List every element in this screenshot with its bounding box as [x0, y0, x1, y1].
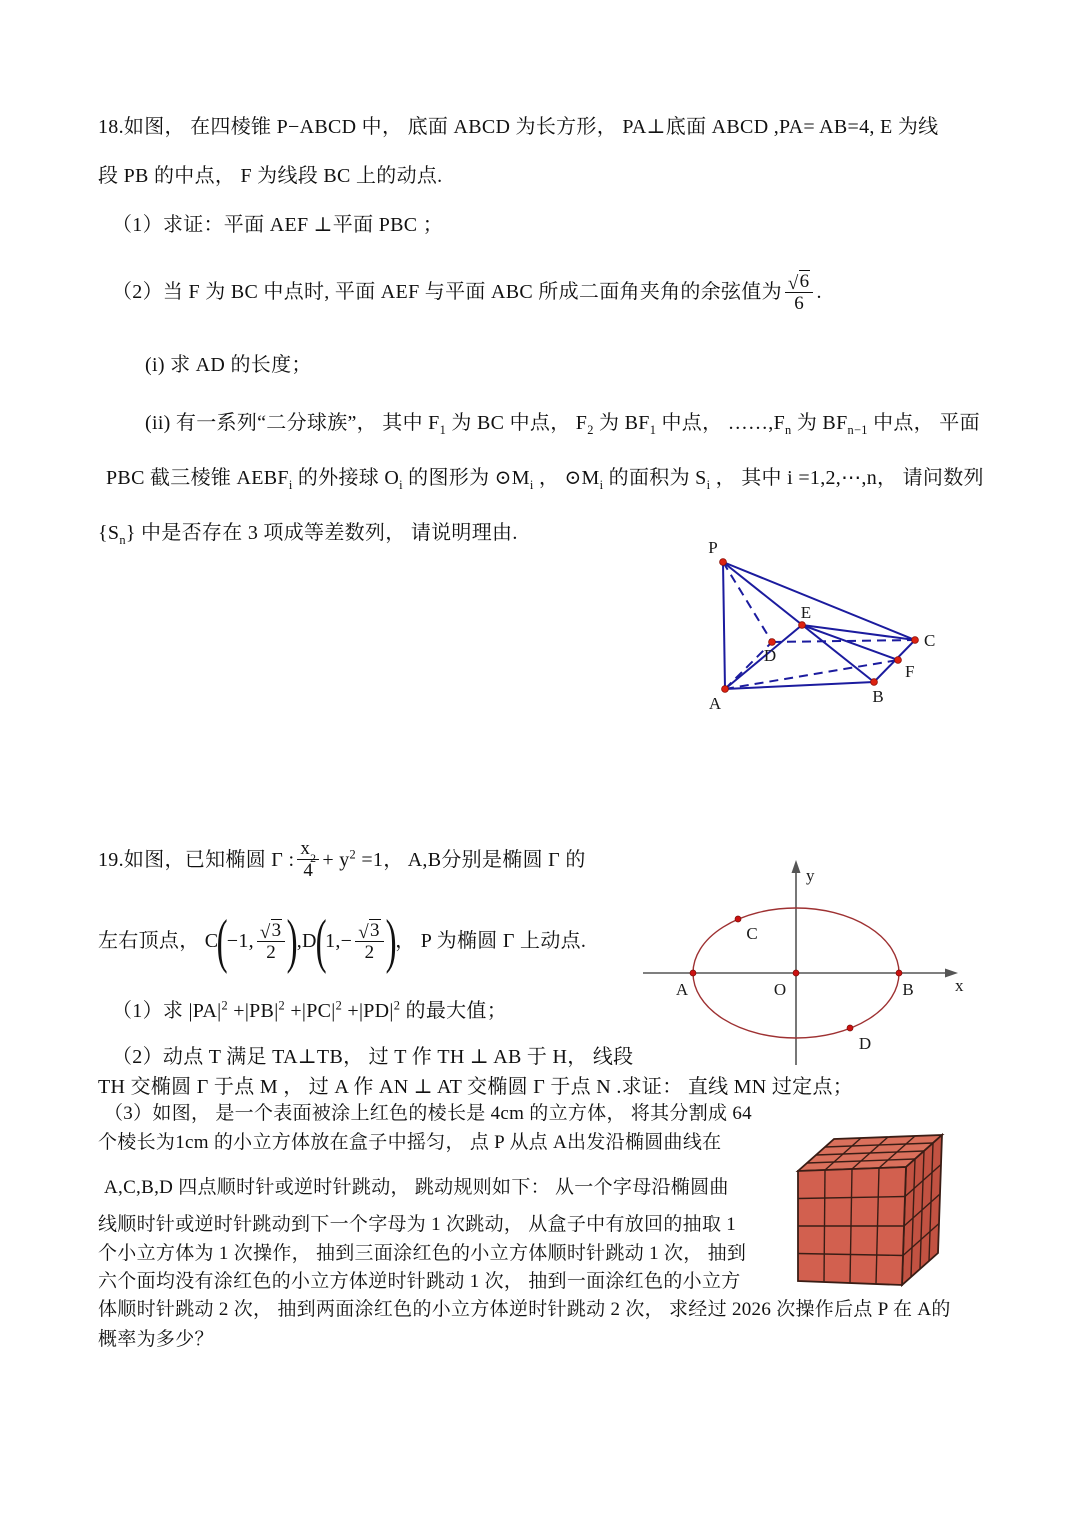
p18-line6: (ii) 有一系列“二分球族”， 其中 $F_1$ 为 BC 中点， $F_2$ 为 $BF_1$ 中点， $\dots\dots,F_n$ 为 $BF_{n-1}$ 中点， 平面 [145, 412, 980, 437]
p19-line8: A,C,B,D 四点顺时针或逆时针跳动， 跳动规则如下： 从一个字母沿椭圆曲 [104, 1177, 729, 1198]
pyramid-figure [655, 535, 1005, 720]
p19-line2-pre: 左右顶点， C [98, 930, 219, 952]
p19-line3: （1）求 $|PA|^2 +|PB|^2 +|PC|^2 +|PD|^2$ 的最大值； [112, 998, 508, 1022]
radicand: 3 [271, 919, 282, 941]
vertex-label-F: F [905, 662, 915, 681]
vertex-label-B: B [872, 687, 884, 706]
denominator: 6 [785, 292, 814, 314]
p19-line12: 体顺时针跳动 2 次， 抽到两面涂红色的小立方体逆时针跳动 2 次， 求经过 2026 次操作后点 P 在 A的 [98, 1299, 951, 1320]
p18-line3: （1）求证：平面 AEF ⊥平面 PBC ； [112, 214, 443, 236]
p18-line4-period: . [816, 281, 822, 304]
sqrt3-over-2-fraction-c [257, 919, 286, 964]
y-axis-arrowhead [792, 860, 801, 873]
point-D-x: 1,− [325, 930, 353, 952]
p19-line9: 线顺时针或逆时针跳动到下一个字母为 1 次跳动， 从盒子中有放回的抽取 1 [98, 1214, 737, 1235]
numerator: x 2 [300, 838, 317, 866]
p19-line13: 概率为多少？ [98, 1329, 214, 1350]
p19-line6: （3）如图， 是一个表面被涂上红色的棱长是 4cm 的立方体， 将其分割成 64 [104, 1103, 752, 1124]
origin-label: O [773, 980, 787, 999]
point-label-B: B [902, 980, 914, 999]
axis-label-y: y [806, 866, 815, 885]
coordinate-axes [643, 868, 950, 1065]
vertex-label-C: C [924, 631, 936, 650]
p19-line11: 六个面均没有涂红色的小立方体逆时针跳动 1 次， 抽到一面涂红色的小立方 [98, 1271, 741, 1292]
point-label-C: C [746, 924, 758, 943]
painted-cube-figure [788, 1123, 958, 1298]
point-label-A: A [675, 980, 689, 999]
pyramid-solid-edges [723, 562, 915, 689]
p19-line10: 个小立方体为 1 次操作， 抽到三面涂红色的小立方体顺时针跳动 1 次， 抽到 [98, 1243, 747, 1264]
radicand: 3 [370, 919, 380, 941]
p19-line1-pre: 19.如图，已知椭圆 Γ : [98, 848, 295, 871]
vertex-label-D: D [763, 646, 777, 665]
p18-line4-text: （2）当 F 为 BC 中点时, 平面 AEF 与平面 ABC 所成二面角夹角的余弦值为 [112, 281, 782, 304]
denominator: 2 [355, 941, 384, 963]
vertex-label-A: A [708, 694, 722, 713]
p19-line7: 个棱长为1cm 的小立方体放在盒子中摇匀， 点 P 从点 A出发沿椭圆曲线在 [98, 1132, 722, 1153]
radical-sign: √ [358, 921, 369, 943]
p19-line2: 左右顶点， C ( −1, √ 3 2 ) ,D ( 1,− √ 3 2 ) ， P 为椭圆 Γ 上动点. [98, 908, 587, 974]
vertex-label-E: E [800, 603, 812, 622]
p19-line1 [98, 838, 586, 882]
radicand: 6 [799, 271, 810, 292]
vertex-label-P: P [708, 538, 718, 557]
denominator: 2 [257, 941, 286, 963]
ellipse-figure [618, 843, 988, 1078]
p18-line5: (i) 求 AD 的长度； [145, 354, 312, 376]
p19-line4: （2）动点 T 满足 TA⊥TB， 过 T 作 TH ⊥ AB 于 H， 线段 [112, 1046, 634, 1068]
p19-line2-mid: ,D [296, 930, 317, 952]
sqrt3-over-2-fraction-d [355, 919, 384, 964]
sqrt6-over-6-fraction [785, 270, 814, 315]
denominator: 4 [297, 859, 319, 881]
p19-line1-post: + $y^2 =1$， A,B分别是椭圆 Γ 的 [322, 847, 586, 871]
radical-sign: √ [259, 921, 271, 943]
p18-line7: PBC 截三棱锥 $AEBF_i$ 的外接球 $O_i$ 的图形为 $⊙M_i$ ， $⊙M_i$ 的面积为 $S_i$ ， 其中 i =1,2,⋯,n， 请问数列 [106, 467, 984, 492]
x2-over-4-fraction [297, 838, 319, 882]
ellipse-labels [676, 866, 964, 1053]
point-C-x: −1, [226, 930, 254, 952]
p18-line2: 段 PB 的中点， F 为线段 BC 上的动点. [98, 165, 443, 187]
cube-front-face [798, 1167, 906, 1285]
p18-line8: $\{S_n\}$ 中是否存在 3 项成等差数列， 请说明理由. [98, 522, 518, 547]
p19-line5: TH 交椭圆 Γ 于点 M ， 过 A 作 AN ⊥ AT 交椭圆 Γ 于点 N .求证： 直线 MN 过定点； [98, 1076, 854, 1098]
axis-label-x: x [955, 976, 964, 995]
p18-line4 [112, 270, 822, 315]
p18-line1: 18.如图， 在四棱锥 P−ABCD 中， 底面 ABCD 为长方形， PA⊥底面 ABCD ,PA= AB=4, E 为线 [98, 116, 939, 138]
point-label-D: D [858, 1034, 872, 1053]
p19-line2-post: ， P 为椭圆 Γ 上动点. [395, 930, 587, 952]
radical-sign: √ [787, 273, 799, 294]
